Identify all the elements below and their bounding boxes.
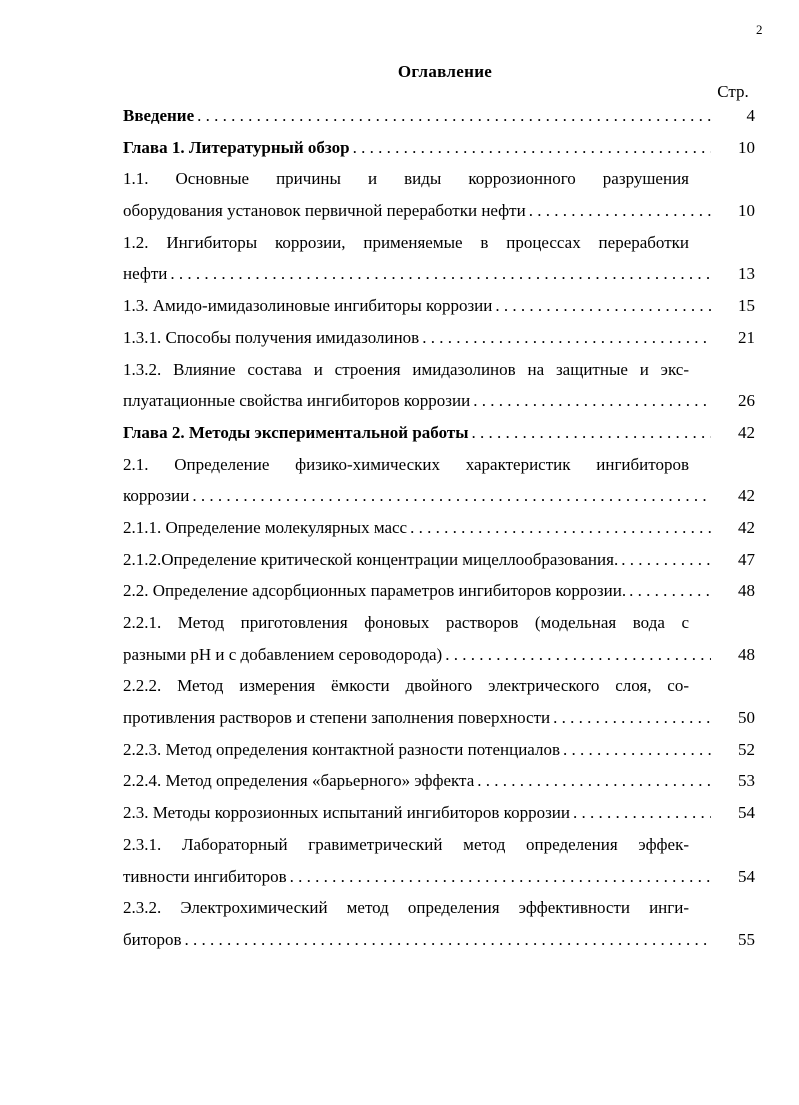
dot-leader bbox=[563, 734, 711, 766]
toc-title: Оглавление bbox=[397, 62, 493, 81]
toc-entry-page: 53 bbox=[738, 771, 755, 791]
toc-entry bbox=[123, 765, 755, 797]
toc-entry bbox=[123, 544, 755, 576]
dot-leader bbox=[629, 575, 711, 607]
toc-entry-page: 54 bbox=[738, 866, 755, 886]
dot-leader bbox=[422, 322, 711, 354]
toc-entry-page: 10 bbox=[738, 137, 755, 157]
dot-leader bbox=[471, 417, 711, 449]
toc-entry-text: коррозии bbox=[123, 486, 190, 506]
toc-entry bbox=[123, 670, 755, 733]
toc-entry-page: 47 bbox=[738, 549, 755, 569]
toc-entry-page: 15 bbox=[738, 296, 755, 316]
toc-entry-text: разными рН и с добавлением сероводорода) bbox=[123, 644, 443, 664]
toc-entry-text: 2.3.1. Лабораторный гравиметрический метод определения эффек- bbox=[123, 834, 689, 854]
dot-leader bbox=[290, 861, 711, 893]
toc-entry-text: Глава 1. Литературный обзор bbox=[123, 137, 350, 157]
toc-entry-text: 1.3. Амидо-имидазолиновые ингибиторы коррозии bbox=[123, 296, 493, 316]
dot-leader bbox=[477, 765, 711, 797]
toc-entry-page: 42 bbox=[738, 517, 755, 537]
toc-entry bbox=[123, 892, 755, 955]
toc-entry-text: 2.1.1. Определение молекулярных масс bbox=[123, 517, 408, 537]
dot-leader bbox=[621, 544, 711, 576]
toc-entry-text: плуатационные свойства ингибиторов коррозии bbox=[123, 391, 471, 411]
toc-entry bbox=[123, 575, 755, 607]
toc-entry-text: нефти bbox=[123, 264, 168, 284]
toc-entry bbox=[123, 163, 755, 226]
toc-entry-page: 42 bbox=[738, 486, 755, 506]
toc-entry bbox=[123, 290, 755, 322]
toc-entry-page: 48 bbox=[738, 644, 755, 664]
toc-entry bbox=[123, 449, 755, 512]
toc-entry-text: 2.3. Методы коррозионных испытаний ингибиторов коррозии bbox=[123, 803, 570, 823]
toc-entry-text: Введение bbox=[123, 106, 195, 125]
toc-entry bbox=[123, 132, 755, 164]
toc-entry bbox=[123, 512, 755, 544]
toc-entry-text: 2.2.4. Метод определения «барьерного» эффекта bbox=[123, 771, 475, 791]
dot-leader bbox=[170, 258, 711, 290]
dot-leader bbox=[445, 639, 711, 671]
dot-leader bbox=[473, 385, 711, 417]
toc-entry-text: Глава 2. Методы экспериментальной работы bbox=[123, 422, 469, 442]
toc-entry-page: 52 bbox=[738, 739, 755, 759]
toc-entry bbox=[123, 607, 755, 670]
toc-entry-text: тивности ингибиторов bbox=[123, 866, 287, 886]
dot-leader bbox=[197, 100, 711, 132]
page-number: 2 bbox=[756, 22, 763, 37]
table-of-contents bbox=[123, 100, 755, 956]
toc-entry bbox=[123, 100, 755, 132]
toc-entry-page: 54 bbox=[738, 803, 755, 823]
toc-entry-text: биторов bbox=[123, 929, 182, 949]
toc-entry-page: 21 bbox=[738, 327, 755, 347]
dot-leader bbox=[184, 924, 711, 956]
dot-leader bbox=[410, 512, 711, 544]
toc-entry-page: 48 bbox=[738, 581, 755, 601]
toc-entry-text: 2.2.1. Метод приготовления фоновых растворов (модельная вода с bbox=[123, 613, 689, 632]
toc-entry bbox=[123, 734, 755, 766]
toc-entry bbox=[123, 227, 755, 290]
toc-entry-text: 1.1. Основные причины и виды коррозионного разрушения bbox=[123, 169, 689, 189]
toc-entry-text: 1.2. Ингибиторы коррозии, применяемые в процессах переработки bbox=[123, 232, 689, 252]
toc-entry-page: 26 bbox=[738, 391, 755, 411]
toc-entry bbox=[123, 797, 755, 829]
toc-entry-text: 1.3.1. Способы получения имидазолинов bbox=[123, 327, 420, 347]
toc-entry-text: 2.1. Определение физико-химических характеристик ингибиторов bbox=[123, 454, 689, 474]
page-column-header: Стр. bbox=[717, 82, 749, 101]
toc-entry-page: 13 bbox=[738, 264, 755, 284]
dot-leader bbox=[529, 195, 711, 227]
toc-entry-text: противления растворов и степени заполнения поверхности bbox=[123, 708, 551, 728]
toc-entry-text: 2.3.2. Электрохимический метод определения эффективности инги- bbox=[123, 898, 689, 918]
dot-leader bbox=[573, 797, 711, 829]
dot-leader bbox=[192, 480, 711, 512]
toc-entry-page: 10 bbox=[738, 201, 755, 221]
toc-entry-text: 2.2.2. Метод измерения ёмкости двойного электрического слоя, со- bbox=[123, 676, 689, 696]
toc-entry-page: 55 bbox=[738, 929, 755, 949]
toc-entry bbox=[123, 322, 755, 354]
toc-entry bbox=[123, 829, 755, 892]
dot-leader bbox=[495, 290, 711, 322]
toc-entry-page: 4 bbox=[746, 106, 755, 125]
dot-leader bbox=[553, 702, 711, 734]
toc-entry-text: 2.2.3. Метод определения контактной разности потенциалов bbox=[123, 739, 560, 759]
toc-entry-text: оборудования установок первичной переработки нефти bbox=[123, 201, 526, 221]
toc-entry bbox=[123, 354, 755, 417]
dot-leader bbox=[353, 132, 711, 164]
toc-entry bbox=[123, 417, 755, 449]
toc-entry-text: 2.1.2.Определение критической концентрации мицеллообразования. bbox=[123, 549, 619, 569]
toc-entry-page: 50 bbox=[738, 708, 755, 728]
toc-entry-page: 42 bbox=[738, 422, 755, 442]
toc-entry-text: 2.2. Определение адсорбционных параметров ингибиторов коррозии. bbox=[123, 581, 627, 601]
toc-entry-text: 1.3.2. Влияние состава и строения имидазолинов на защитные и экс- bbox=[123, 359, 689, 379]
